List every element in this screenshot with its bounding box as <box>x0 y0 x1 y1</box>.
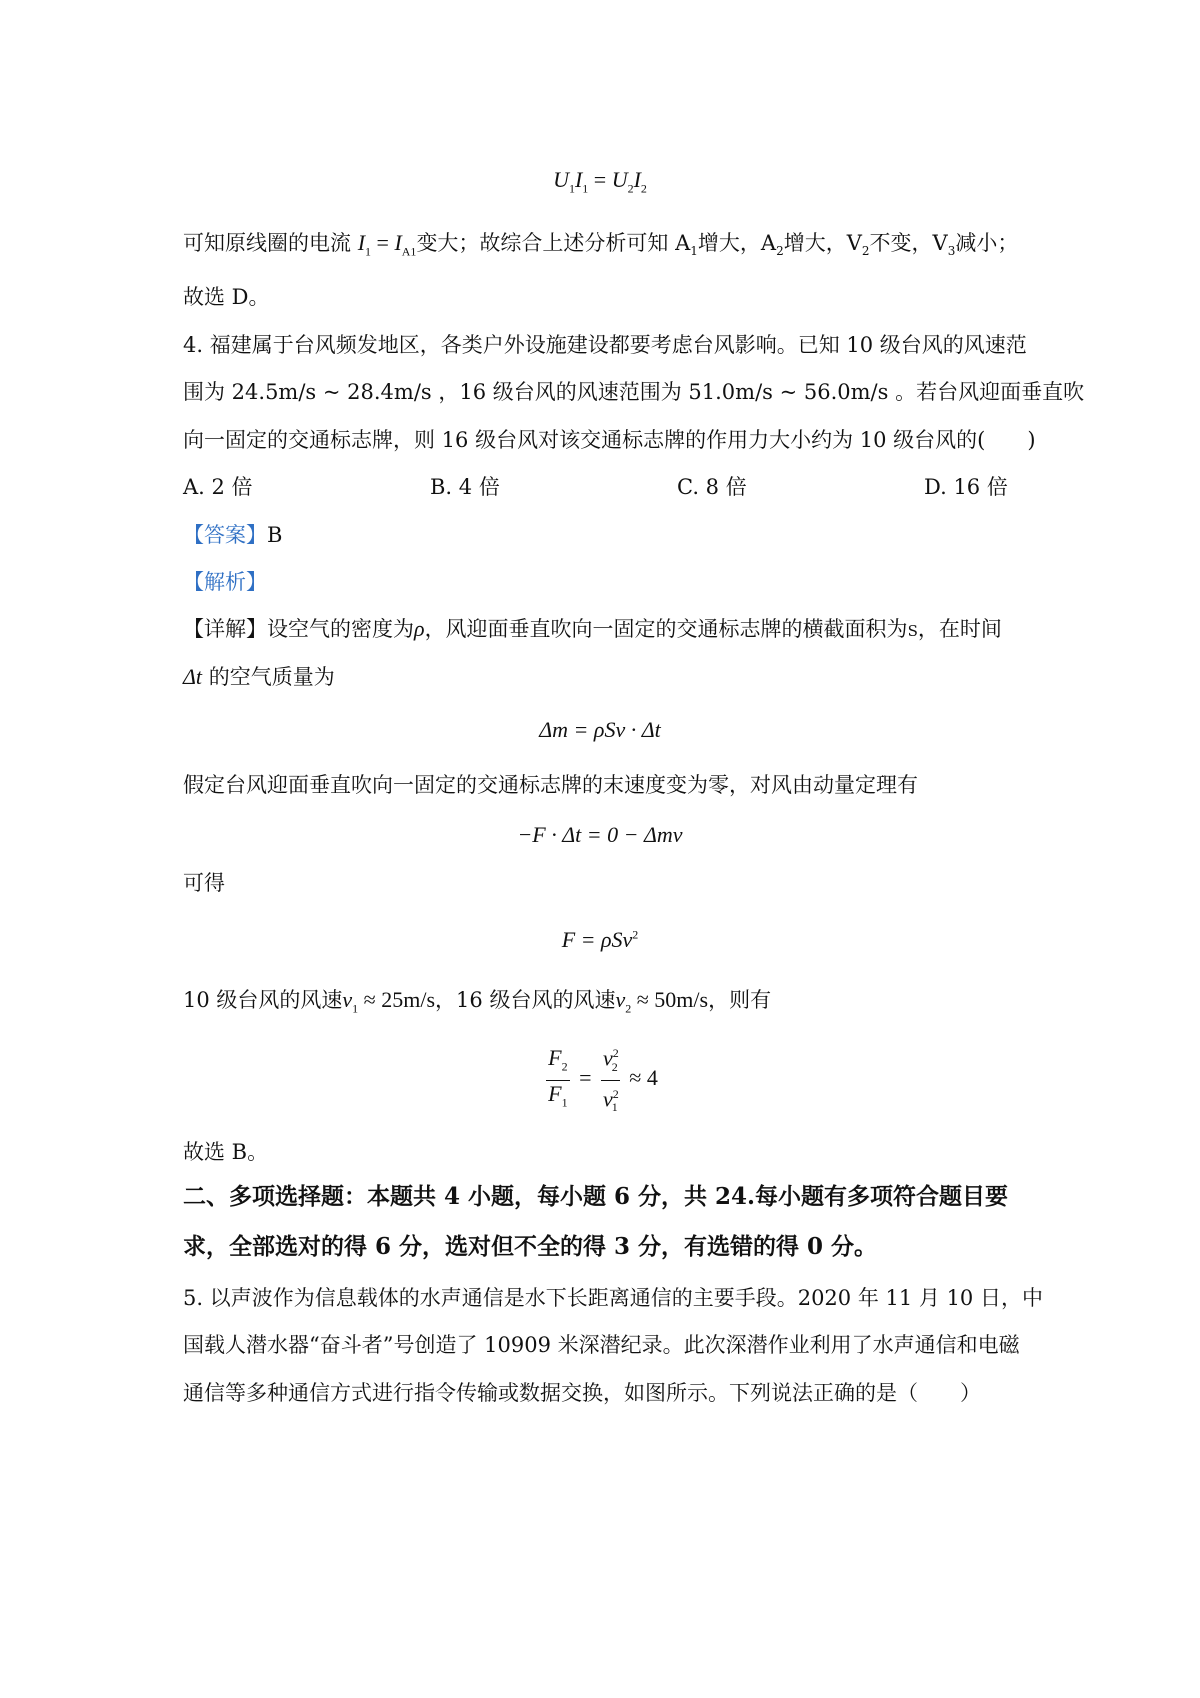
choose-b: 故选 B。 <box>183 1140 269 1164</box>
choose-d: 故选 D。 <box>183 285 270 309</box>
detail-line-1: 【详解】设空气的密度为ρ，风迎面垂直吹向一固定的交通标志牌的横截面积为S，在时间 <box>183 616 1002 641</box>
option-b: B. 4 倍 <box>430 475 500 499</box>
answer-line <box>183 520 282 550</box>
equation-power: $U_1I_1 = U_2I_2$ <box>553 167 647 196</box>
answer-tag: 【答案】 <box>183 523 267 547</box>
question-5-line-3: 通信等多种通信方式进行指令传输或数据交换，如图所示。下列说法正确的是（ ） <box>183 1381 981 1405</box>
question-4-line-2: 围为 24.5m/s ~ 28.4m/s ，16 级台风的风速范围为 51.0m/s ~ 56.0m/s 。若台风迎面垂直吹 <box>183 380 1085 404</box>
option-c: C. 8 倍 <box>677 475 747 499</box>
equation-ratio: $\frac{F_2}{F_1}$ = $\frac{v^2_2}{v^2_1}$ ≈ 4 <box>0 1040 1200 1120</box>
question-4-line-1: 4. 福建属于台风频发地区，各类户外设施建设都要考虑台风影响。已知 10 级台风的风速范 <box>183 333 1027 357</box>
paragraph-momentum: 假定台风迎面垂直吹向一固定的交通标志牌的末速度变为零，对风由动量定理有 <box>183 773 918 797</box>
section-2-heading-line-2: 求，全部选对的得 6 分，选对但不全的得 3 分，有选错的得 0 分。 <box>183 1233 878 1260</box>
detail-line-2: Δt 的空气质量为 <box>183 664 335 689</box>
keyi: 可得 <box>183 871 225 895</box>
analysis-tag: 【解析】 <box>183 570 267 594</box>
equation-force: F = ρSv$^2$ <box>561 927 639 953</box>
question-5-line-1: 5. 以声波作为信息载体的水声通信是水下长距离通信的主要手段。2020 年 11 月 10 日，中 <box>183 1286 1043 1310</box>
question-4-line-3: 向一固定的交通标志牌，则 16 级台风对该交通标志牌的作用力大小约为 10 级台风的( ) <box>183 428 1036 452</box>
equation-momentum: −F · Δt = 0 − Δmv <box>517 822 683 847</box>
question-5-line-2: 国载人潜水器“奋斗者”号创造了 10909 米深潜纪录。此次深潜作业利用了水声通信和电磁 <box>183 1333 1020 1357</box>
equation-mass: Δm = ρSv · Δt <box>539 717 661 742</box>
paragraph-current: 可知原线圈的电流 $I_1 = I_{A1}$变大；故综合上述分析可知 $A_1$增大，$A_2$增大，$V_2$不变，$V_3$减小； <box>183 230 1019 259</box>
section-2-heading-line-1: 二、多项选择题：本题共 4 小题，每小题 6 分，共 24.每小题有多项符合题目要 <box>183 1183 1009 1210</box>
option-d: D. 16 倍 <box>924 475 1008 499</box>
answer-value: B <box>267 523 283 547</box>
option-a: A. 2 倍 <box>183 475 253 499</box>
paragraph-speeds: 10 级台风的风速$v_1 \approx 25m/s$，16 级台风的风速$v_2 \approx 50m/s$，则有 <box>183 987 772 1016</box>
